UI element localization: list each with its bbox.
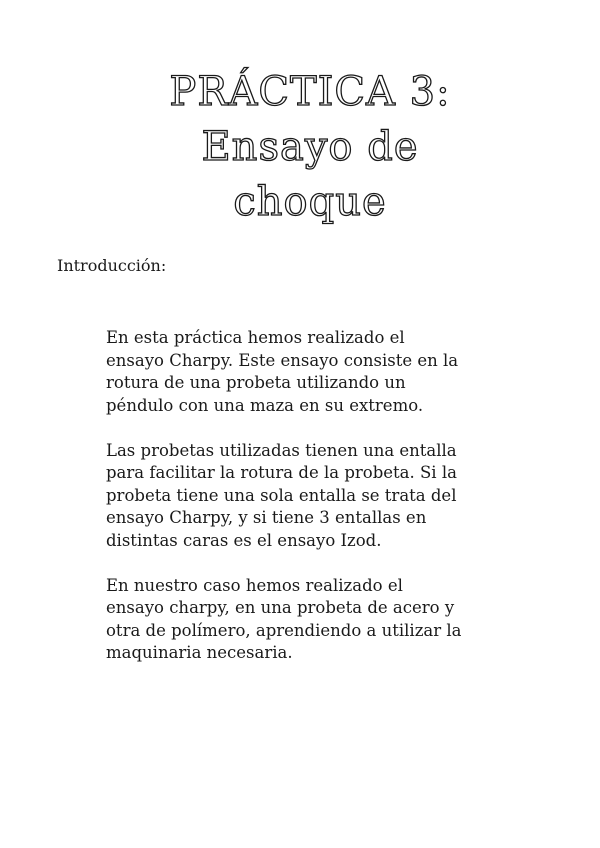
paragraph-line: para facilitar la rotura de la probeta. Si la [106,463,457,482]
paragraph-line: péndulo con una maza en su extremo. [106,395,424,415]
title-line-1: PRÁCTICA 3: [169,68,451,115]
paragraph-line: probeta tiene una sola entalla se trata del [106,485,457,505]
paragraph-line: ensayo charpy, en una probeta de acero y [106,598,455,617]
paragraph-line: En esta práctica hemos realizado el [106,328,405,347]
paragraph-line: En nuestro caso hemos realizado el [106,575,403,595]
paragraph-line: maquinaria necesaria. [106,643,293,662]
section-heading-introduction: Introducción: [57,256,167,275]
title-line-3: choque [233,178,387,225]
paragraph-2 [106,440,536,553]
paragraph-line: distintas caras es el ensayo Izod. [106,530,382,550]
paragraph-1 [106,327,536,417]
paragraph-3 [106,575,536,665]
page-title [0,65,600,230]
introduction-body [106,327,536,687]
paragraph-line: otra de polímero, aprendiendo a utilizar la [106,620,462,640]
paragraph-line: rotura de una probeta utilizando un [106,373,406,392]
paragraph-line: ensayo Charpy. Este ensayo consiste en la [106,350,459,370]
title-line-2: Ensayo de [201,123,419,170]
paragraph-line: ensayo Charpy, y si tiene 3 entallas en [106,508,427,527]
paragraph-line: Las probetas utilizadas tienen una entalla [106,440,457,460]
